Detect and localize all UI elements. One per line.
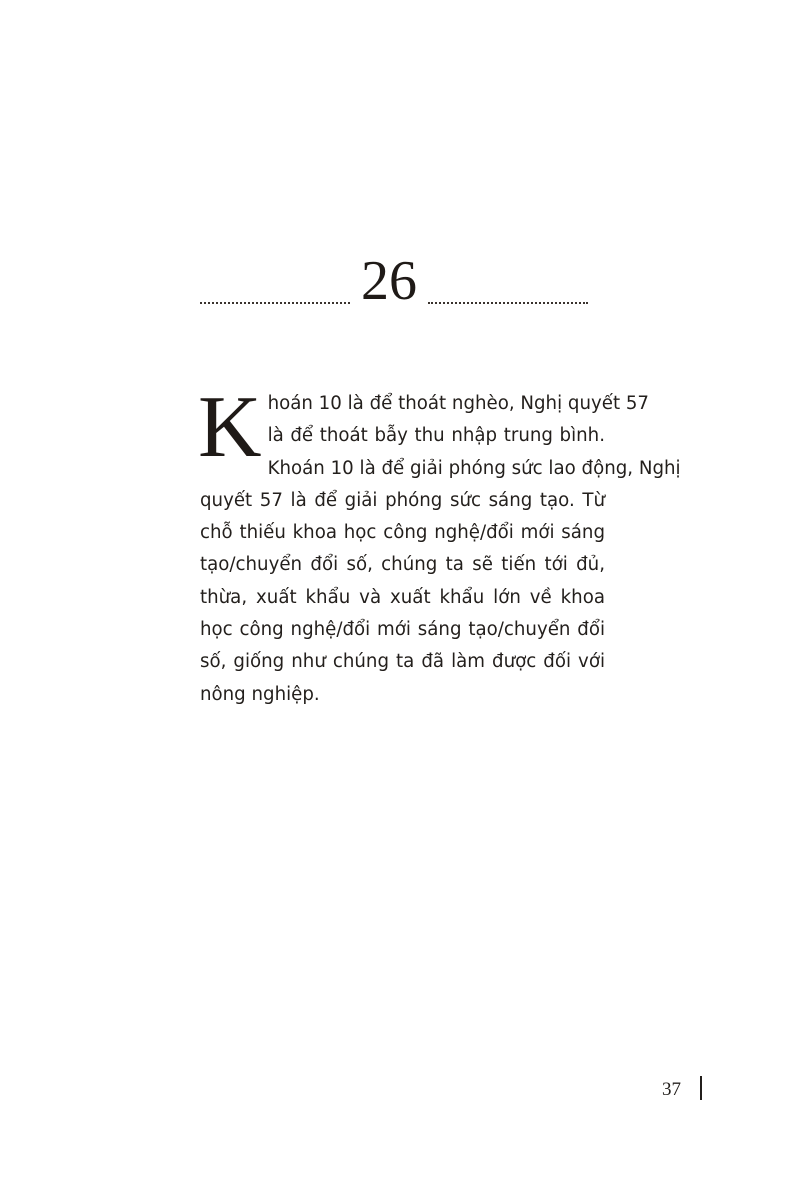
chapter-heading: [200, 250, 588, 312]
body-line: nông nghiệp.: [200, 683, 320, 705]
chapter-number: 26: [361, 250, 417, 312]
body-line: hoán 10 là để thoát nghèo, Nghị quyết 57: [267, 393, 650, 414]
dotted-leader-left: [200, 302, 350, 304]
body-paragraph: [198, 379, 681, 711]
body-line: học công nghệ/đổi mới sáng tạo/chuyển đổi: [200, 619, 605, 641]
page-number-rule: [700, 1076, 702, 1100]
body-line: quyết 57 là để giải phóng sức sáng tạo. Từ: [200, 489, 605, 511]
body-line: chỗ thiếu khoa học công nghệ/đổi mới sáng: [200, 522, 605, 544]
page-number: 37: [662, 1079, 681, 1100]
body-line: Khoán 10 là để giải phóng sức lao động, Nghị: [267, 457, 681, 479]
body-line: số, giống như chúng ta đã làm được đối với: [200, 651, 605, 673]
body-line: là để thoát bẫy thu nhập trung bình.: [267, 425, 605, 447]
body-line: tạo/chuyển đổi số, chúng ta sẽ tiến tới đủ,: [200, 554, 605, 576]
dotted-leader-right: [428, 302, 588, 304]
drop-cap: K: [198, 379, 262, 476]
body-line: thừa, xuất khẩu và xuất khẩu lớn về khoa: [200, 586, 605, 608]
